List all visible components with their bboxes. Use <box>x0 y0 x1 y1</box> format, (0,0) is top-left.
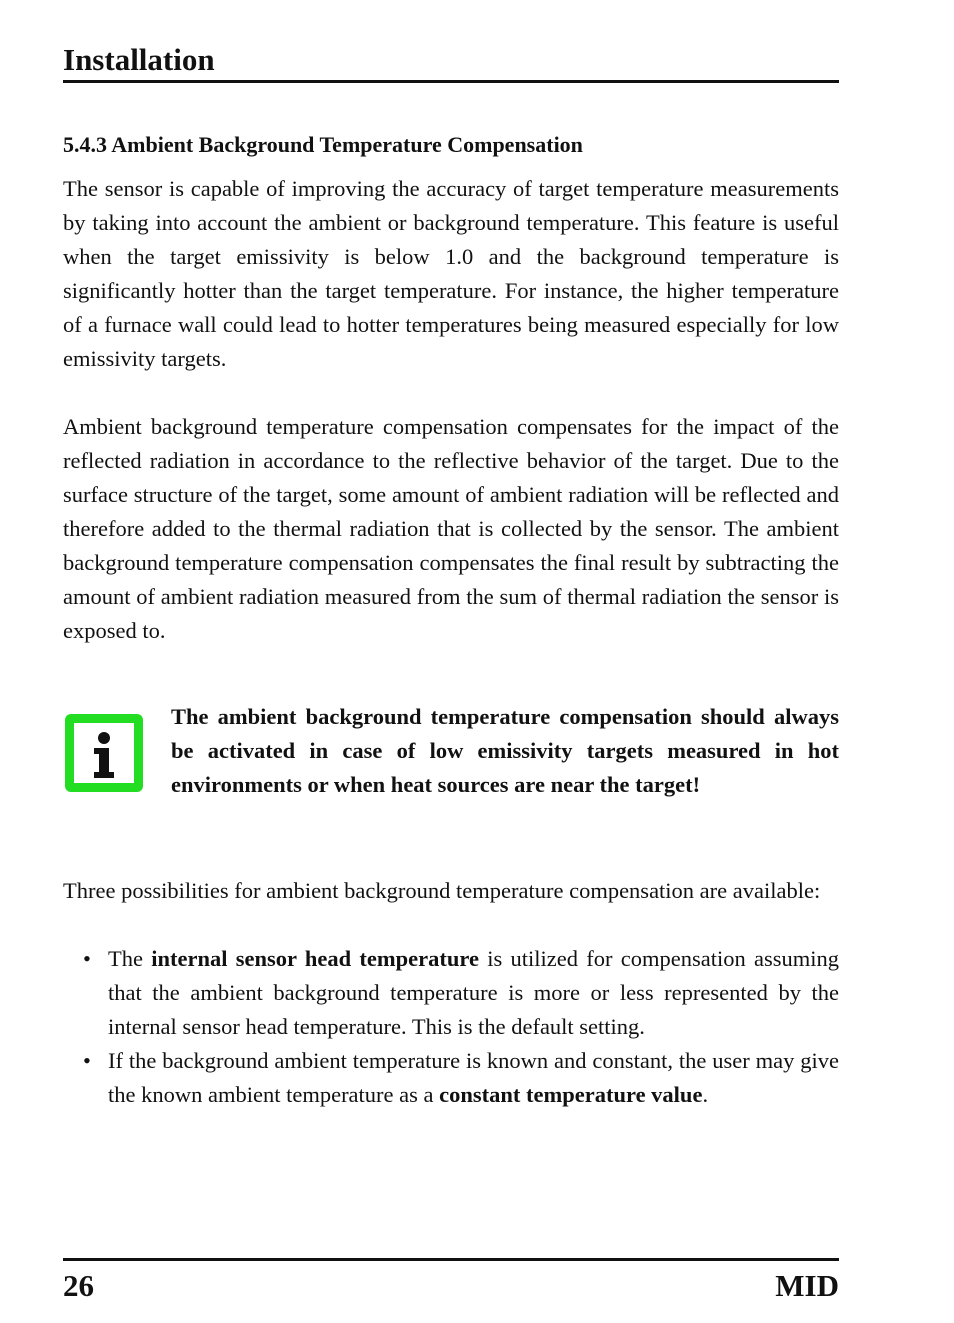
paragraph-compensation <box>63 410 839 648</box>
bullet-text: . <box>702 1082 709 1107</box>
paragraph-text: Three possibilities for ambient background temperature compensation are available: <box>63 878 821 903</box>
bullet-text: The <box>108 946 152 971</box>
bullet-bold-text: internal sensor head temperature <box>151 946 479 971</box>
page-header-title: Installation <box>63 42 215 77</box>
list-item <box>63 942 839 1044</box>
bullet-text: is utilized for compensation assuming that the ambient background temperature is more or less represented by the internal sensor head temperature. This is the default setting. <box>108 946 839 1039</box>
footer-rule <box>63 1258 839 1261</box>
section-heading: 5.4.3 Ambient Background Temperature Compensation <box>63 132 583 157</box>
info-icon <box>63 712 145 794</box>
header-rule <box>63 80 839 83</box>
note-warning-text: The ambient background temperature compensation should always be activated in case of low emissivity targets measured in hot environments or when heat sources are near the target! <box>171 704 839 797</box>
info-icon-graphic <box>63 712 145 794</box>
bullet-list <box>63 942 839 1112</box>
bullet-marker: • <box>83 1048 91 1073</box>
paragraph-text: The sensor is capable of improving the accuracy of target temperature measurements by taking into account the ambient or background temperature. This feature is useful when the target emissivity is below 1.0 and the background temperature is significantly hotter than the target temperature. For instance, the higher temperature of a furnace wall could lead to hotter temperatures being measured especially for low emissivity targets. <box>63 176 839 371</box>
paragraph-possibilities <box>63 874 839 908</box>
page-number: 26 <box>63 1268 94 1303</box>
bullet-text: If the background ambient temperature is known and constant, the user may give the known ambient temperature as a <box>108 1048 839 1107</box>
bullet-marker: • <box>83 946 91 971</box>
bullet-bold-text: constant temperature value <box>439 1082 703 1107</box>
paragraph-text: Ambient background temperature compensation compensates for the impact of the reflected radiation in accordance to the reflective behavior of the target. Due to the surface structure of the target, some amount of ambient radiation will be reflected and therefore added to the thermal radiation that is collected by the sensor. The ambient background temperature compensation compensates the final result by subtracting the amount of ambient radiation measured from the sum of thermal radiation the sensor is exposed to. <box>63 414 839 643</box>
product-name: MID <box>775 1268 839 1303</box>
paragraph-intro <box>63 172 839 376</box>
list-item <box>63 1044 839 1112</box>
